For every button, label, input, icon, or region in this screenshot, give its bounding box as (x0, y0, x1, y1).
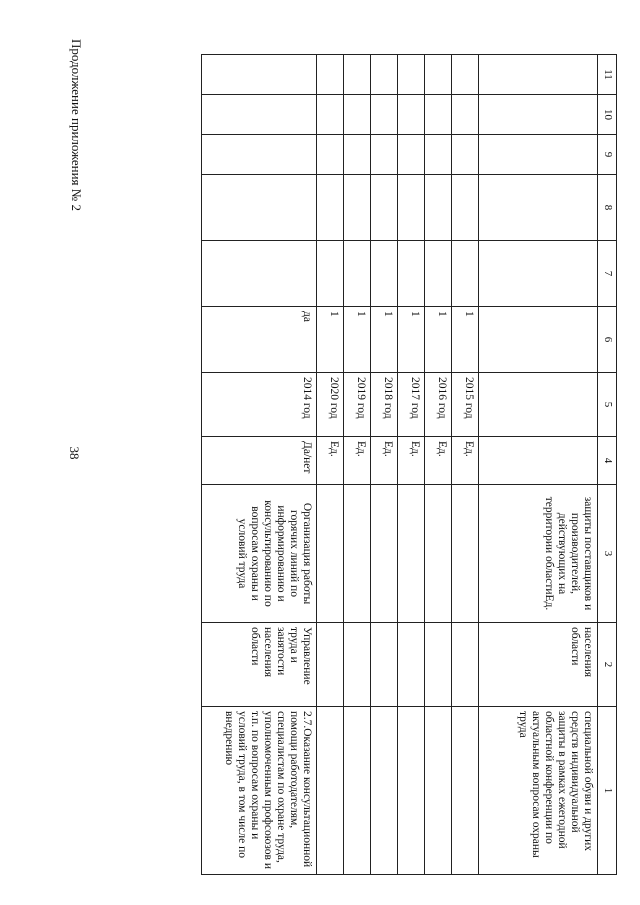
table-cell-indicator: Организация работы горячих линий по информированию и консультированию по вопросам охраны и условий труда (202, 485, 317, 623)
page-number: 38 (67, 446, 82, 460)
table-cell (479, 55, 598, 95)
table-row (398, 55, 425, 875)
column-number: 4 (598, 437, 617, 485)
table-cell-unit: Ед. (371, 437, 398, 485)
column-number-row (598, 55, 617, 875)
table-cell-year: 2017 год (398, 373, 425, 437)
table-cell-indicator: защиты поставщиков и производителей, действующих на территории областиЕд. (479, 485, 598, 623)
rotated-table-container (113, 54, 617, 874)
table-cell-activity: специальной обуви и других средств индивидуальной защиты в рамках ежегодной областной конференции по актуальным вопросам охраны труда (479, 707, 598, 875)
column-number: 11 (598, 55, 617, 95)
table-cell-activity: 2.7.Оказание консультационной помощи работодателям, специалистам по охране труда, уполномоченным профсоюзов и т.п. по вопросам охраны и условий труда, в том числе по внедрению (202, 707, 317, 875)
table-cell-executor: населения области (479, 623, 598, 707)
column-number: 2 (598, 623, 617, 707)
table-cell (479, 175, 598, 241)
table-cell-value: 1 (344, 307, 371, 373)
table-cell-year: 2015 год (452, 373, 479, 437)
table-cell (479, 135, 598, 175)
table-cell-year: 2020 год (317, 373, 344, 437)
table-cell-value: 1 (317, 307, 344, 373)
table-cell-value: 1 (371, 307, 398, 373)
table-cell-unit: Ед. (317, 437, 344, 485)
table-row (344, 55, 371, 875)
table-row (452, 55, 479, 875)
table-cell-unit (479, 437, 598, 485)
table-cell-unit: Да/нет (202, 437, 317, 485)
column-number: 6 (598, 307, 617, 373)
table-cell-unit: Ед. (344, 437, 371, 485)
table-cell-value: 1 (452, 307, 479, 373)
table-cell (479, 241, 598, 307)
column-number: 10 (598, 95, 617, 135)
column-number: 9 (598, 135, 617, 175)
table-row (317, 55, 344, 875)
column-number: 3 (598, 485, 617, 623)
table-cell-value: 1 (398, 307, 425, 373)
table-row (425, 55, 452, 875)
table-cell-executor: Управление труда и занятости населения области (202, 623, 317, 707)
table-cell-value: 1 (425, 307, 452, 373)
appendix-continuation-heading: Продолжение приложения № 2 (69, 39, 84, 211)
table-row (371, 55, 398, 875)
table-row (202, 55, 317, 875)
table-cell (479, 95, 598, 135)
table-cell-value: да (202, 307, 317, 373)
table-cell-year: 2016 год (425, 373, 452, 437)
table-cell-unit: Ед. (425, 437, 452, 485)
column-number: 1 (598, 707, 617, 875)
table-row (479, 55, 598, 875)
table-cell-value (479, 307, 598, 373)
table-cell-year: 2019 год (344, 373, 371, 437)
column-number: 7 (598, 241, 617, 307)
program-indicators-table (201, 54, 617, 875)
table-cell-year (479, 373, 598, 437)
table-cell-year: 2014 год (202, 373, 317, 437)
column-number: 8 (598, 175, 617, 241)
table-cell-unit: Ед. (452, 437, 479, 485)
table-cell-unit: Ед. (398, 437, 425, 485)
table-cell-year: 2018 год (371, 373, 398, 437)
column-number: 5 (598, 373, 617, 437)
